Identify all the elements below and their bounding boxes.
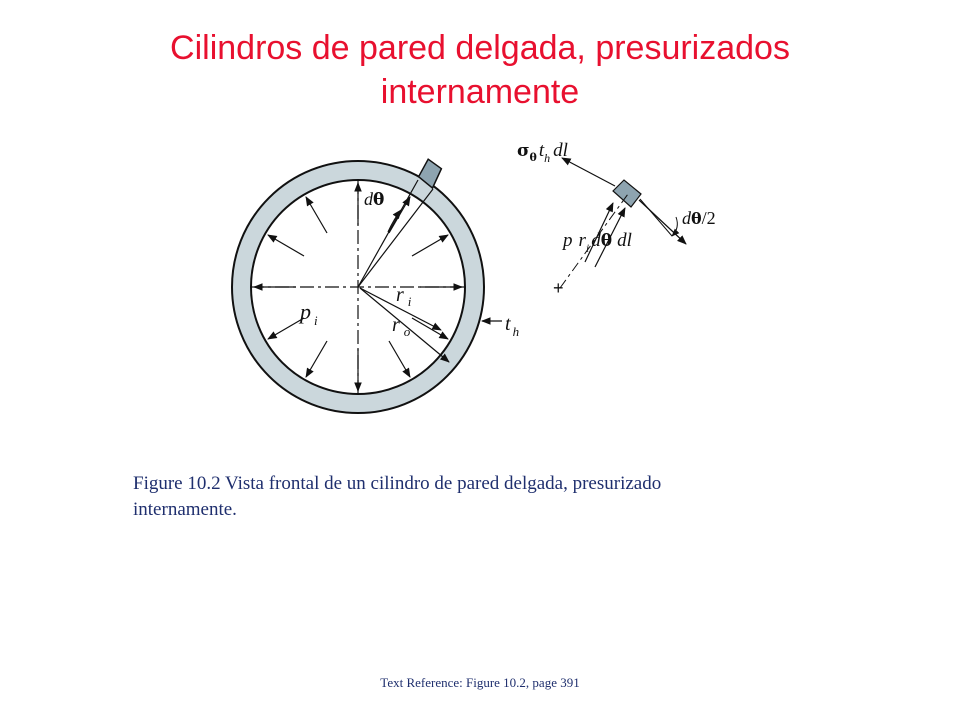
- element-block: [613, 180, 641, 207]
- figure-caption: [133, 471, 833, 523]
- title-line-1: Cilindros de pared delgada, presurizados: [170, 29, 790, 67]
- center-mark: +: [553, 278, 564, 298]
- ri-label: r $_i$: [396, 284, 412, 309]
- dtheta-label: dθ: [364, 189, 385, 210]
- caption-line-2: internamente.: [133, 499, 237, 520]
- pi-label: p $_i$: [300, 299, 318, 328]
- hoop-force-label: $\sigma_\theta$ $t_h$ dl: [517, 140, 568, 165]
- tangent-line: [640, 199, 672, 236]
- th-label: t $_h$: [505, 313, 520, 339]
- pressure-force-label: p $r_i$ dθ dl: [563, 230, 632, 255]
- free-body-detail: [517, 140, 716, 298]
- text-reference: Text Reference: Figure 10.2, page 391: [380, 675, 580, 690]
- half-dtheta-arc: [672, 217, 677, 236]
- title-line-2: internamente: [380, 73, 580, 111]
- half-dtheta-label: dθ/2: [682, 208, 716, 228]
- ro-label: r $_o$: [392, 314, 411, 339]
- hoop-force-arrow-left: [562, 158, 615, 186]
- caption-line-1: Figure 10.2 Vista frontal de un cilindro de pared delgada, presurizado: [133, 473, 662, 494]
